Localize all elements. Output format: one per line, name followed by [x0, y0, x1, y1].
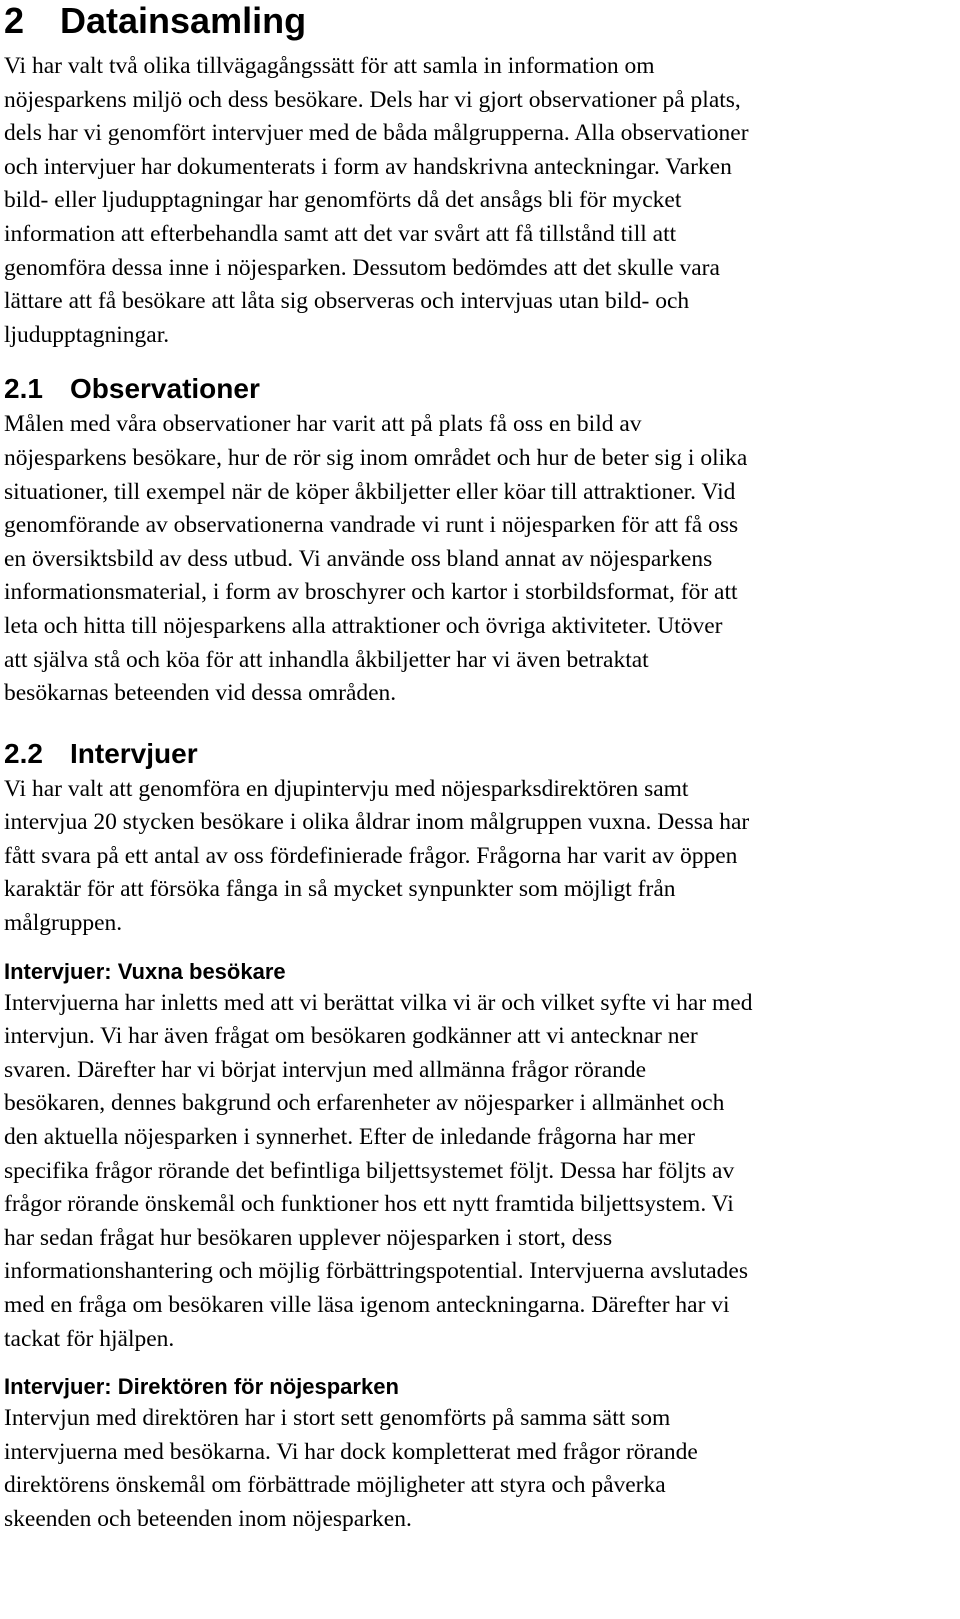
text-line: en översiktsbild av dess utbud. Vi använde oss bland annat av nöjesparkens	[4, 545, 713, 572]
text-line: den aktuella nöjesparken i synnerhet. Efter de inledande frågorna har mer	[4, 1124, 695, 1151]
text-line: genomförande av observationerna vandrade vi runt i nöjesparken för att få oss	[4, 512, 739, 539]
spacer	[4, 711, 960, 737]
vuxna-paragraph	[4, 987, 960, 1357]
spacer	[4, 941, 960, 957]
text-line: Vi har valt att genomföra en djupintervju med nöjesparksdirektören samt	[4, 775, 689, 802]
subsection-title: Intervjuer	[70, 737, 198, 769]
text-line: informationsmaterial, i form av broschyrer och kartor i storbildsformat, för att	[4, 579, 738, 606]
intro-paragraph	[4, 50, 960, 352]
section-heading	[4, 0, 960, 42]
intervjuer-paragraph	[4, 773, 960, 941]
text-line: dels har vi genomfört intervjuer med de båda målgrupperna. Alla observationer	[4, 120, 749, 147]
text-line: med en fråga om besökaren ville läsa igenom anteckningarna. Därefter har vi	[4, 1292, 730, 1318]
text-line: bild- eller ljudupptagningar har genomförts då det ansågs bli för mycket	[4, 187, 682, 214]
text-line: målgruppen.	[4, 910, 123, 937]
text-line: situationer, till exempel när de köper åkbiljetter eller köar till attraktioner. Vid	[4, 478, 736, 505]
text-line: ljudupptagningar.	[4, 321, 170, 348]
direktor-paragraph	[4, 1402, 960, 1536]
spacer	[4, 352, 960, 372]
spacer	[4, 1356, 960, 1372]
observationer-paragraph	[4, 408, 960, 710]
text-line: intervjun. Vi har även frågat om besökaren godkänner att vi antecknar ner	[4, 1023, 698, 1050]
subheading-direktoren: Intervjuer: Direktören för nöjesparken	[4, 1374, 399, 1400]
text-line: att själva stå och köa för att inhandla åkbiljetter har vi även betraktat	[4, 646, 649, 673]
text-line: information att efterbehandla samt att det var svårt att få tillstånd till att	[4, 220, 677, 247]
text-line: informationshantering och möjlig förbättringspotential. Intervjuerna avslutades	[4, 1258, 748, 1285]
text-line: specifika frågor rörande det befintliga biljettsystemet följt. Dessa har följts av	[4, 1157, 735, 1184]
text-line: intervjua 20 stycken besökare i olika åldrar inom målgruppen vuxna. Dessa har	[4, 809, 750, 836]
text-line: lättare att få besökare att låta sig observeras och intervjuas utan bild- och	[4, 288, 690, 315]
text-line: har sedan frågat hur besökaren upplever nöjesparken i stort, dess	[4, 1224, 613, 1251]
subheading-vuxna-besokare: Intervjuer: Vuxna besökare	[4, 958, 286, 984]
text-line: frågor rörande önskemål och funktioner hos ett nytt framtida biljettsystem. Vi	[4, 1191, 734, 1218]
text-line: direktörens önskemål om förbättrade möjligheter att styra och påverka	[4, 1472, 666, 1499]
text-line: Intervjuerna har inletts med att vi berättat vilka vi är och vilket syfte vi har med	[4, 989, 753, 1016]
text-line: fått svara på ett antal av oss fördefinierade frågor. Frågorna har varit av öppen	[4, 842, 738, 869]
text-line: Intervjun med direktören har i stort sett genomförts på samma sätt som	[4, 1405, 671, 1432]
text-line: intervjuerna med besökarna. Vi har dock kompletterat med frågor rörande	[4, 1438, 698, 1465]
section-number: 2	[4, 0, 25, 41]
text-line: tackat för hjälpen.	[4, 1325, 175, 1352]
text-line: och intervjuer har dokumenterats i form av handskrivna anteckningar. Varken	[4, 153, 732, 180]
text-line: leta och hitta till nöjesparkens alla attraktioner och övriga aktiviteter. Utöver	[4, 612, 723, 639]
text-line: svaren. Därefter har vi börjat intervjun med allmänna frågor rörande	[4, 1056, 647, 1083]
text-line: karaktär för att försöka fånga in så mycket synpunkter som möjligt från	[4, 876, 676, 903]
text-line: Vi har valt två olika tillvägagångssätt för att samla in information om	[4, 53, 655, 79]
section-title: Datainsamling	[60, 0, 307, 41]
text-line: besökaren, dennes bakgrund och erfarenheter av nöjesparker i allmänhet och	[4, 1090, 725, 1117]
subsection-number: 2.2	[4, 737, 43, 769]
text-line: skeenden och beteenden inom nöjesparken.	[4, 1505, 412, 1532]
subsection-number: 2.1	[4, 373, 43, 405]
text-line: nöjesparkens besökare, hur de rör sig inom området och hur de beter sig i olika	[4, 444, 748, 471]
text-line: nöjesparkens miljö och dess besökare. Dels har vi gjort observationer på plats,	[4, 86, 741, 113]
subsection-heading-intervjuer	[4, 737, 960, 771]
subsection-heading-observationer	[4, 372, 960, 406]
text-line: genomföra dessa inne i nöjesparken. Dessutom bedömdes att det skulle vara	[4, 254, 720, 281]
subsection-title: Observationer	[70, 373, 260, 405]
text-line: besökarnas beteenden vid dessa områden.	[4, 680, 397, 707]
text-line: Målen med våra observationer har varit att på plats få oss en bild av	[4, 411, 642, 438]
